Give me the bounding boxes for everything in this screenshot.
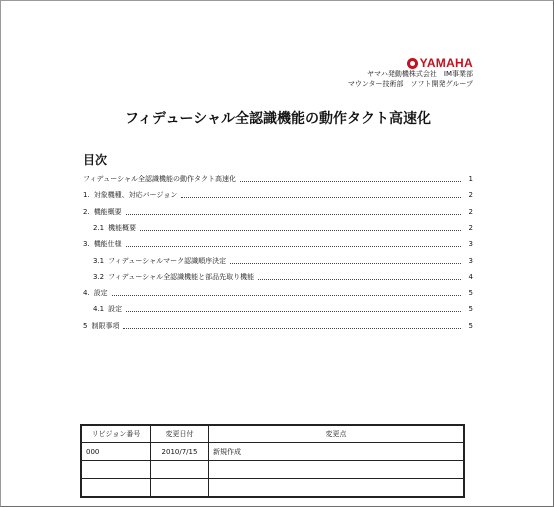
toc-leader-dots	[126, 245, 461, 247]
toc-entry-number: 3.2	[93, 272, 105, 281]
change-date-cell	[151, 479, 209, 498]
logo-text: YAMAHA	[419, 56, 473, 70]
header-revision-number: リビジョン番号	[81, 425, 151, 443]
toc-entry-label: フィデューシャルマーク認識順序決定	[108, 256, 227, 265]
toc-entry-label: 設定	[108, 305, 123, 314]
toc-leader-dots	[140, 229, 461, 231]
toc-leader-dots	[230, 262, 461, 264]
changes-cell: 新規作成	[209, 443, 465, 461]
tuning-fork-icon	[407, 58, 418, 69]
revision-table	[80, 424, 465, 498]
toc-entry-label: フィデューシャル全認識機能と部品先取り機能	[108, 272, 255, 281]
department-name: マウンター技術部 ソフト開発グループ	[347, 80, 473, 88]
toc-leader-dots	[126, 310, 461, 312]
toc-entry-label: 機能概要	[108, 223, 137, 232]
document-title: フィデューシャル全認識機能の動作タクト高速化	[125, 111, 431, 127]
changes-cell	[209, 461, 465, 479]
header-changes: 変更点	[209, 425, 465, 443]
toc-entry-number: 2.1	[93, 223, 105, 232]
toc-entry[interactable]	[83, 190, 473, 201]
toc-entry[interactable]	[83, 321, 473, 332]
changes-cell	[209, 479, 465, 498]
toc-entry-label: 機能概要	[93, 207, 122, 216]
toc-entry-number: 1.	[83, 191, 90, 200]
toc-entry-page: 3	[468, 240, 473, 249]
toc-entry-number: 3.	[83, 240, 90, 249]
toc-leader-dots	[123, 327, 461, 329]
toc-entry-number: 3.1	[93, 256, 105, 265]
toc-entry-page: 1	[468, 175, 473, 183]
toc-entry[interactable]	[83, 174, 473, 185]
toc-entry[interactable]	[83, 288, 473, 299]
toc-entry[interactable]	[83, 207, 473, 218]
toc-entry-label: フィデューシャル全認識機能の動作タクト高速化	[83, 175, 236, 183]
toc-entry[interactable]	[93, 256, 473, 267]
toc-entry-page: 2	[468, 223, 473, 232]
header-change-date: 変更日付	[151, 425, 209, 443]
toc-entry-label: 制限事項	[91, 321, 120, 330]
toc-leader-dots	[258, 278, 461, 280]
table-row	[81, 443, 464, 461]
toc-entry-label: 対象機種、対応バージョン	[93, 191, 178, 200]
toc-entry-number: 4.	[83, 289, 90, 298]
company-name: ヤマハ発動機株式会社 IM事業部	[366, 70, 473, 78]
toc-leader-dots	[240, 180, 461, 182]
change-date-cell: 2010/7/15	[151, 443, 209, 461]
toc-entry-page: 4	[468, 272, 473, 281]
toc-entry[interactable]	[93, 304, 473, 315]
toc-entry[interactable]	[93, 223, 473, 234]
toc-leader-dots	[112, 294, 461, 296]
table-row	[81, 461, 464, 479]
toc-entry-page: 5	[468, 289, 473, 298]
toc-entry-page: 5	[468, 321, 473, 330]
revision-table-header	[81, 425, 464, 443]
toc-entry-number: 4.1	[93, 305, 105, 314]
revision-number-cell	[81, 461, 151, 479]
revision-number-cell	[81, 479, 151, 498]
toc-leader-dots	[181, 196, 461, 198]
table-row	[81, 479, 464, 498]
toc-entry-number: 5	[83, 321, 88, 330]
toc-entry-label: 設定	[93, 289, 108, 298]
toc-entry-page: 2	[468, 207, 473, 216]
toc-entry-page: 5	[468, 305, 473, 314]
toc-leader-dots	[126, 213, 461, 215]
yamaha-logo	[407, 56, 473, 70]
toc-entry-label: 機能仕様	[93, 240, 122, 249]
revision-number-cell: 000	[81, 443, 151, 461]
toc-entry[interactable]	[93, 272, 473, 283]
change-date-cell	[151, 461, 209, 479]
toc-entry-page: 3	[468, 256, 473, 265]
toc-entry[interactable]	[83, 239, 473, 250]
toc-entry-number: 2.	[83, 207, 90, 216]
toc-heading: 目次	[83, 153, 108, 167]
toc-entry-page: 2	[468, 191, 473, 200]
